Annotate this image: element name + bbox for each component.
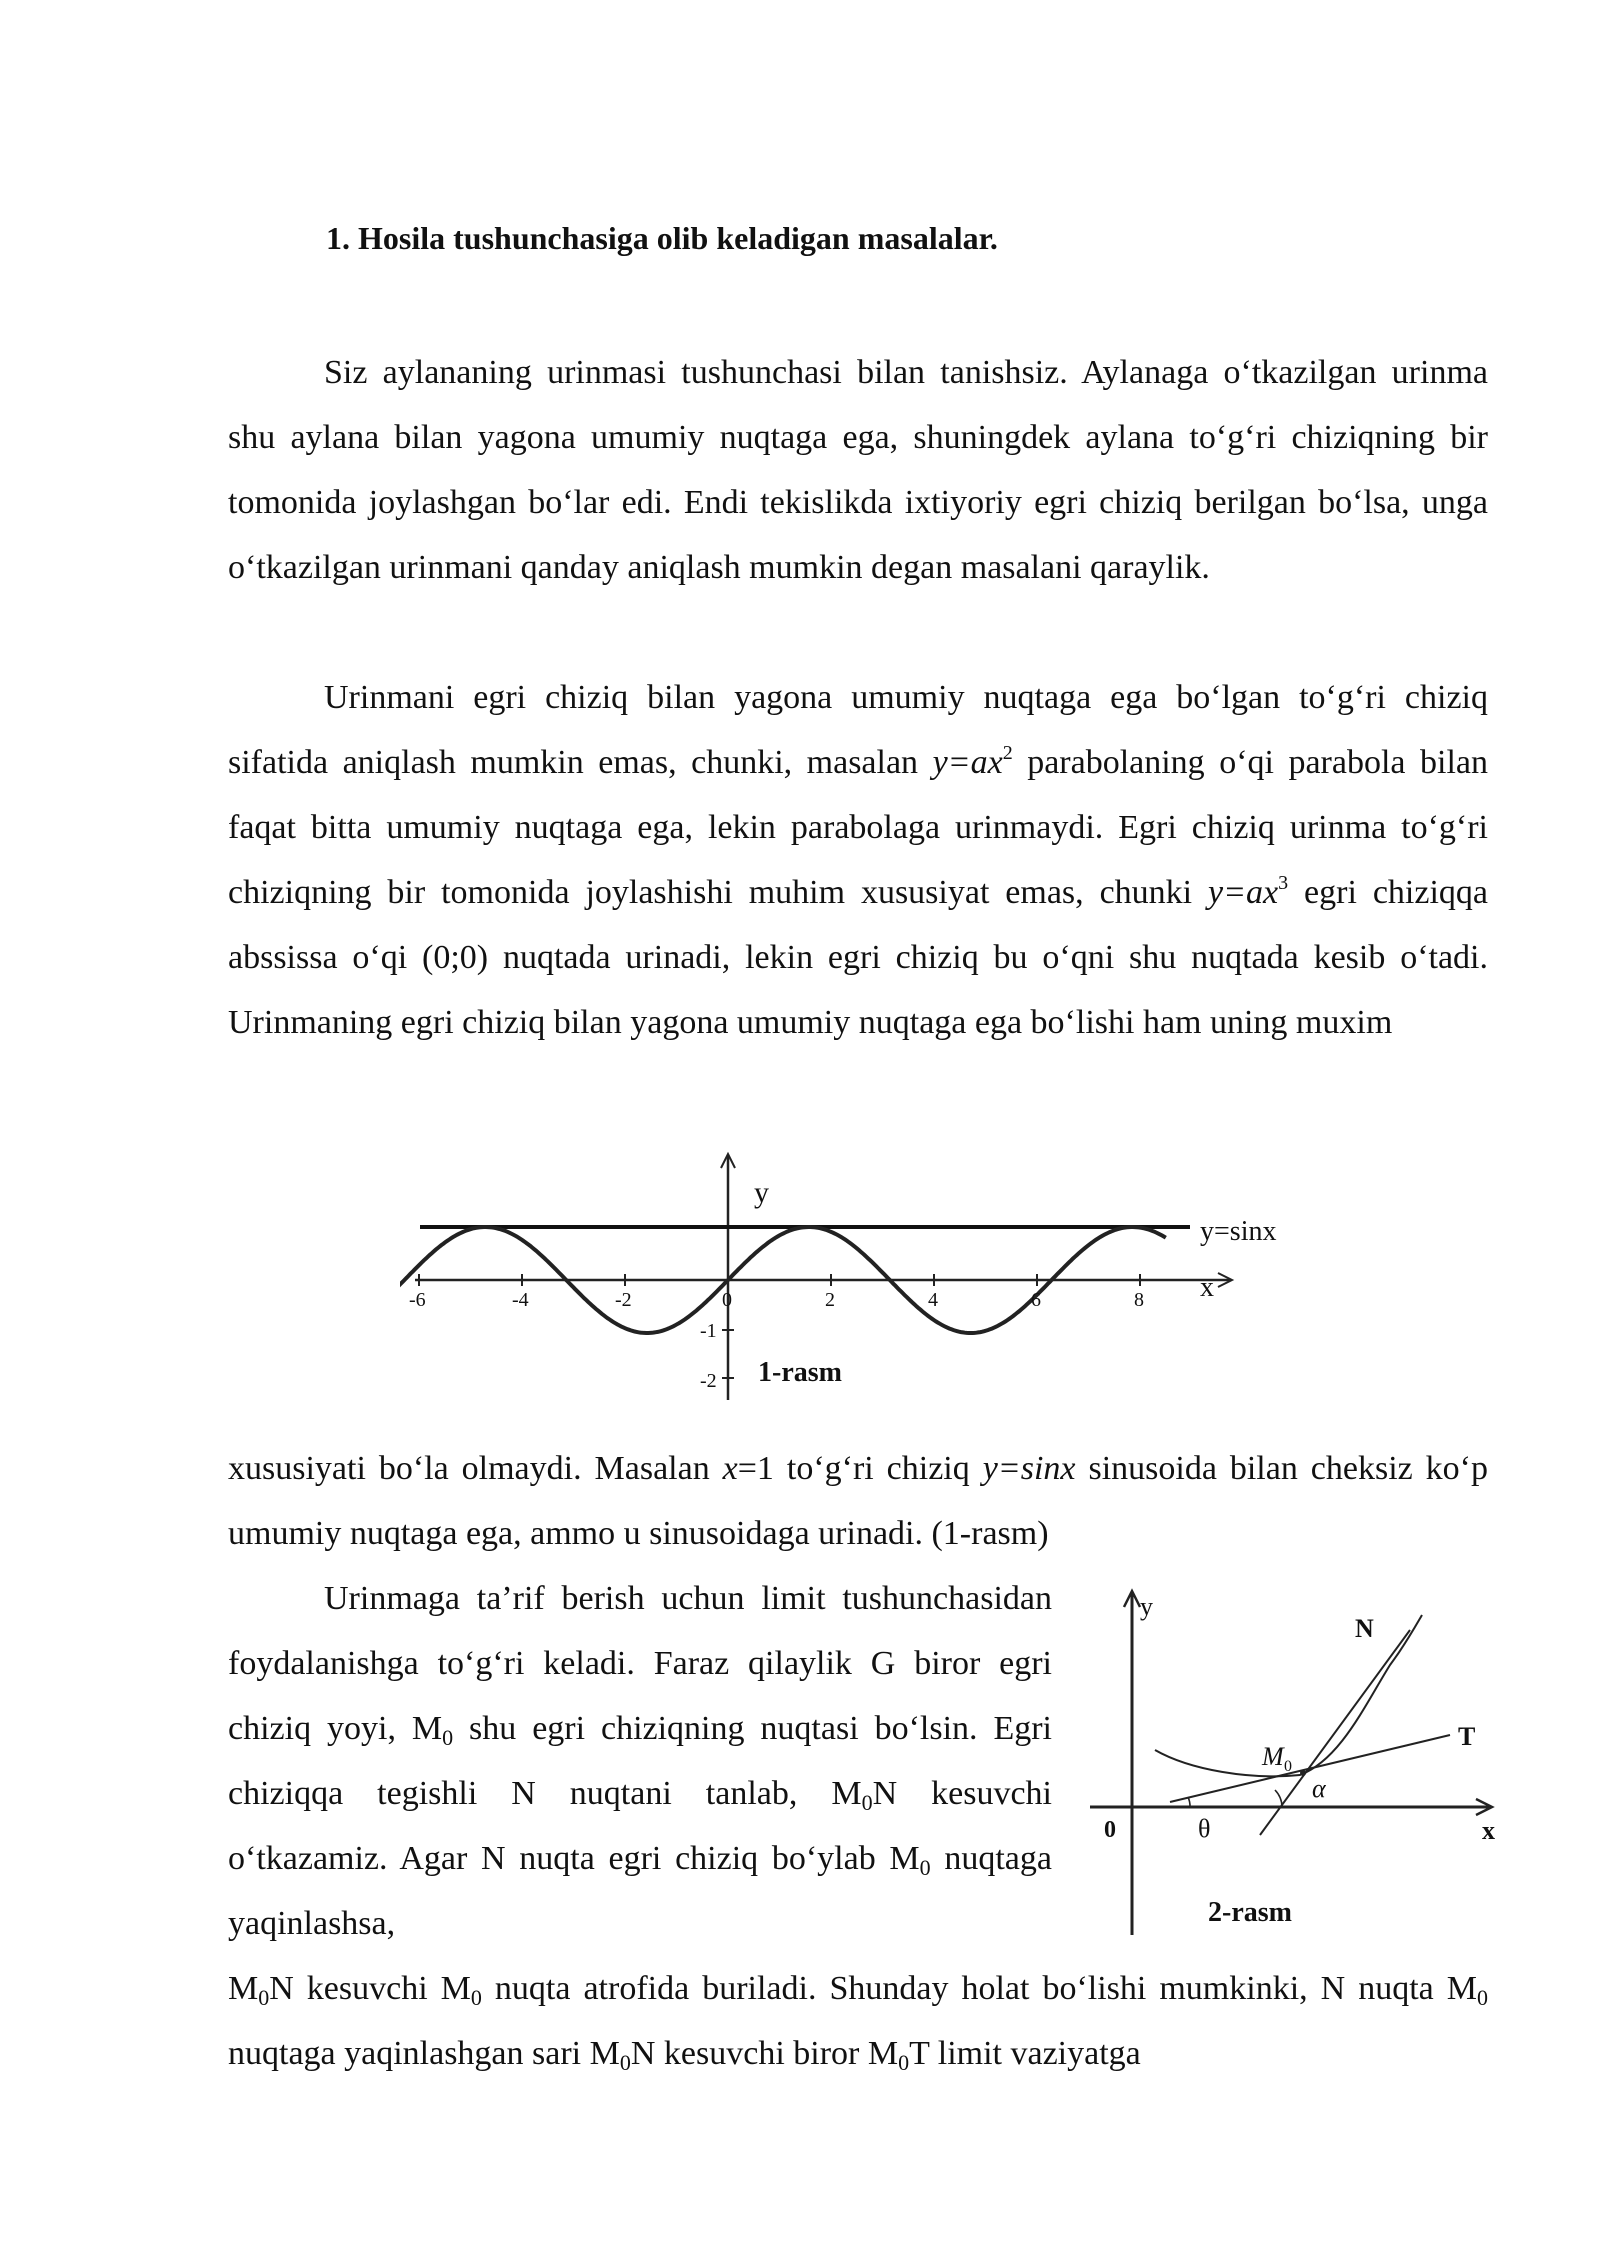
- paragraph-2: Urinmani egri chiziq bilan yagona umumiy nuqtaga ega bo‘lgan to‘g‘ri chiziq sifatida aniqlash mumkin emas, chunki, masalan $y=ax^2$ parabolaning o‘qi parabola bilan faqat bitta umumiy nuqtaga ega, lekin parabolaga urinmaydi. Egri chiziq urinma to‘g‘ri chiziqning bir tomonida joylashishi muhim xususiyat emas, chunki $y=ax^3$ egri chiziqqa abssissa o‘qi (0;0) nuqtada urinadi, lekin egri chiziq bu o‘qni shu nuqtada kesib o‘tadi. Urinmaning egri chiziq bilan yagona umumiy nuqtaga ega bo‘lishi ham uning muxim: [228, 679, 1488, 1041]
- x-tick-label: -4: [512, 1289, 529, 1311]
- point-t-label: T: [1458, 1722, 1476, 1751]
- exponent-2: 2: [1002, 742, 1013, 764]
- alpha-arc: [1275, 1790, 1282, 1807]
- x-tick-label: 0: [722, 1289, 732, 1311]
- point-n-label: N: [1355, 1614, 1374, 1643]
- y-axis-label: y: [1140, 1592, 1153, 1621]
- x-tick-label: 2: [825, 1289, 835, 1311]
- origin-label: 0: [1104, 1817, 1116, 1843]
- tangent-line: [1170, 1735, 1450, 1802]
- x-axis-label: x: [1200, 1272, 1214, 1303]
- paragraph-1: Siz aylananing urinmasi tushunchasi bilan tanishsiz. Aylanaga o‘tkazilgan urinma shu aylana bilan yagona umumiy nuqtaga ega, shuningdek aylana to‘g‘ri chiziqning bir tomonida joylashgan bo‘lar edi. Endi tekislikda ixtiyoriy egri chiziq berilgan bo‘lsa, unga o‘tkazilgan urinmani qanday aniqlash mumkin degan masalani qaraylik.: [228, 354, 1488, 586]
- point-m0-sub: 0: [1284, 1758, 1292, 1775]
- x-tick-label: 6: [1031, 1289, 1041, 1311]
- x-tick-label: -6: [409, 1289, 426, 1311]
- curve-label: y=sinx: [1200, 1216, 1277, 1247]
- x-axis-label: x: [1482, 1816, 1495, 1845]
- point-m0-label: M: [1262, 1742, 1284, 1771]
- y-tick-label-minus-1: -1: [700, 1320, 717, 1342]
- x-tick-label: -2: [615, 1289, 632, 1311]
- figure-caption: 1-rasm: [758, 1357, 842, 1388]
- theta-label: θ: [1198, 1814, 1211, 1843]
- figure-tangent-diagram: [1090, 1585, 1510, 1945]
- figure-caption: 2-rasm: [1208, 1897, 1292, 1928]
- y-axis-label: y: [754, 1176, 769, 1209]
- paragraph-3: xususiyati bo‘la olmaydi. Masalan x=1 to‘g‘ri chiziq y=sinx sinusoida bilan cheksiz ko‘p umumiy nuqtaga ega, ammo u sinusoidaga urinadi. (1-rasm): [228, 1450, 1489, 1552]
- paragraph-5: $M_0N$ kesuvchi $M_0$ nuqta atrofida buriladi. Shunday holat bo‘lishi mumkinki, N nuqta $M_0$ nuqtaga yaqinlashgan sari $M_0N$ kesuvchi biror $M_0T$ limit vaziyatga: [228, 1970, 1488, 2075]
- figure-sine-graph: [400, 1150, 1320, 1410]
- exponent-3: 3: [1278, 872, 1289, 894]
- section-heading: 1. Hosila tushunchasiga olib keladigan masalalar.: [326, 220, 998, 256]
- math-parabola: y=ax: [932, 744, 1003, 781]
- math-cubic: y=ax: [1208, 874, 1279, 911]
- x-tick-label: 8: [1134, 1289, 1144, 1311]
- paragraph-4: Urinmaga ta’rif berish uchun limit tushunchasidan foydalanishga to‘g‘ri keladi. Faraz qilaylik G biror egri chiziq yoyi, $M_0$ shu egri chiziqning nuqtasi bo‘lsin. Egri chiziqqa tegishli N nuqtani tanlab, $M_0N$ kesuvchi o‘tkazamiz. Agar N nuqta egri chiziq bo‘ylab $M_0$ nuqtaga yaqinlashsa,: [228, 1580, 1052, 1942]
- alpha-label: α: [1312, 1774, 1326, 1803]
- x-tick-label: 4: [928, 1289, 938, 1311]
- y-tick-label-minus-2: -2: [700, 1370, 717, 1392]
- point-m0: [1300, 1770, 1306, 1776]
